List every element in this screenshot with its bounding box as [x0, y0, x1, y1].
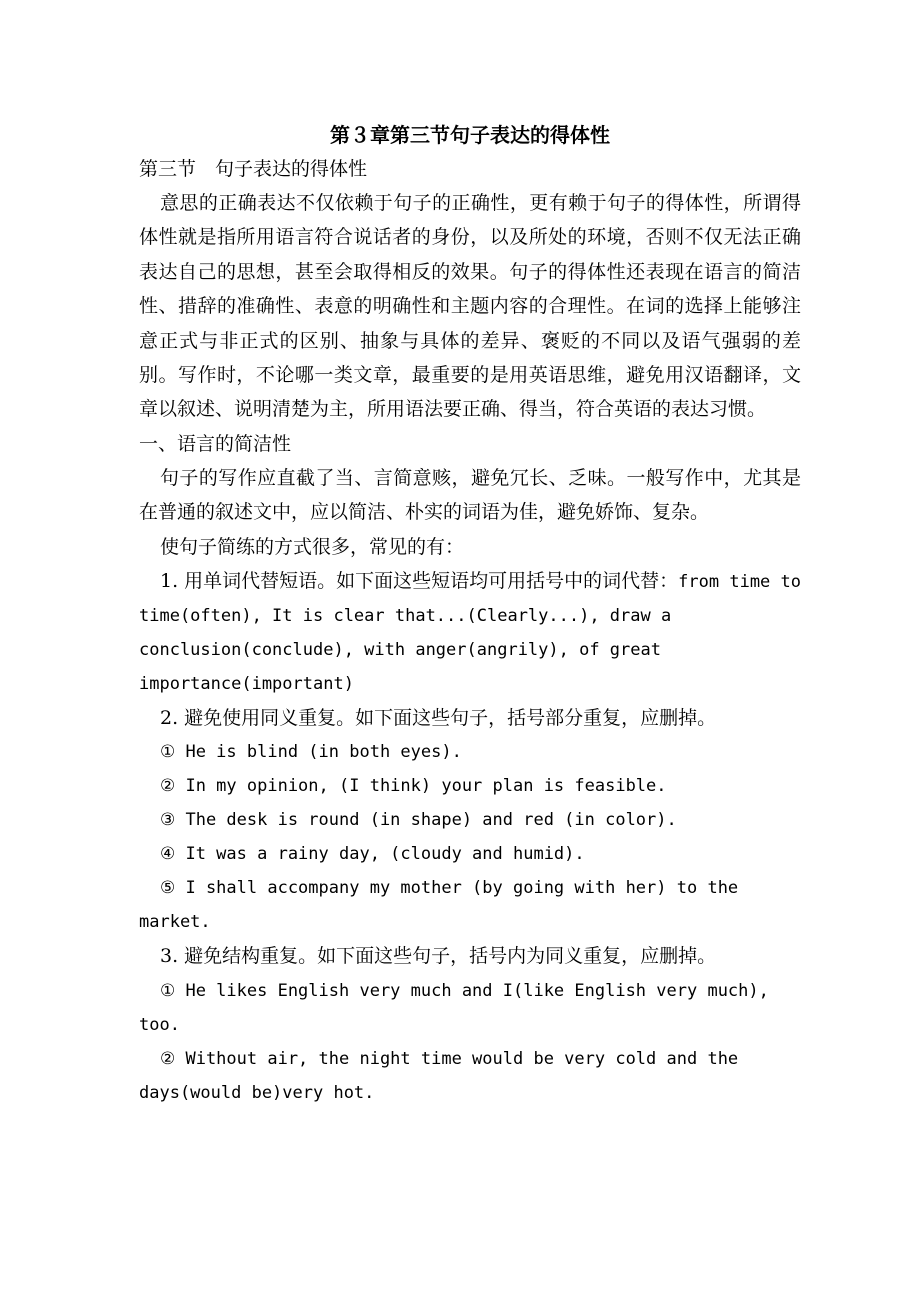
intro-paragraph: 意思的正确表达不仅依赖于句子的正确性，更有赖于句子的得体性，所谓得体性就是指所用语言符合说话者的身份，以及所处的环境，否则不仅无法正确表达自己的思想，甚至会取得相反的效果。句子的得体性还表现在语言的简洁性、措辞的准确性、表意的明确性和主题内容的合理性。在词的选择上能够注意正式与非正式的区别、抽象与具体的差异、褒贬的不同以及语气强弱的差别。写作时，不论哪一类文章，最重要的是用英语思维，避免用汉语翻译，文章以叙述、说明清楚为主，所用语法要正确、得当，符合英语的表达习惯。	[139, 192, 801, 421]
item-2-example: ③ The desk is round (in shape) and red (in color).	[160, 810, 677, 831]
item-2-example: ④ It was a rainy day, (cloudy and humid).	[160, 844, 585, 865]
item-2-example: ② In my opinion, (I think) your plan is feasible.	[160, 776, 667, 797]
item-1-paragraph	[139, 564, 801, 701]
item-3-lead: 3. 避免结构重复。如下面这些句子，括号内为同义重复，应删掉。	[160, 945, 717, 968]
methods-intro: 使句子简练的方式很多，常见的有：	[160, 535, 465, 558]
document-page	[139, 118, 801, 1110]
subsection-heading-concise: 一、语言的简洁性	[139, 432, 292, 455]
item-2-example: ① He is blind (in both eyes).	[160, 742, 462, 763]
document-title: 第３章第三节句子表达的得体性	[330, 123, 610, 147]
section-heading: 第三节 句子表达的得体性	[139, 158, 368, 180]
item-1-lead: 1. 用单词代替短语。如下面这些短语均可用括号中的词代替：	[160, 570, 679, 593]
item-3-example: ① He likes English very much and I(like English very much), too.	[139, 980, 769, 1035]
concise-paragraph: 句子的写作应直截了当、言简意赅，避免冗长、乏味。一般写作中，尤其是在普通的叙述文中，应以简洁、朴实的词语为佳，避免娇饰、复杂。	[139, 466, 801, 524]
item-2-lead: 2. 避免使用同义重复。如下面这些句子，括号部分重复，应删掉。	[160, 707, 717, 730]
item-2-example: ⑤ I shall accompany my mother (by going with her) to the market.	[139, 878, 739, 933]
item-1-text: from time to time(often), It is clear that...(Clearly...), draw a conclusion(conclude), with anger(angrily), of great importance(important)	[139, 572, 801, 695]
item-3-example: ② Without air, the night time would be very cold and the days(would be)very hot.	[139, 1048, 739, 1103]
